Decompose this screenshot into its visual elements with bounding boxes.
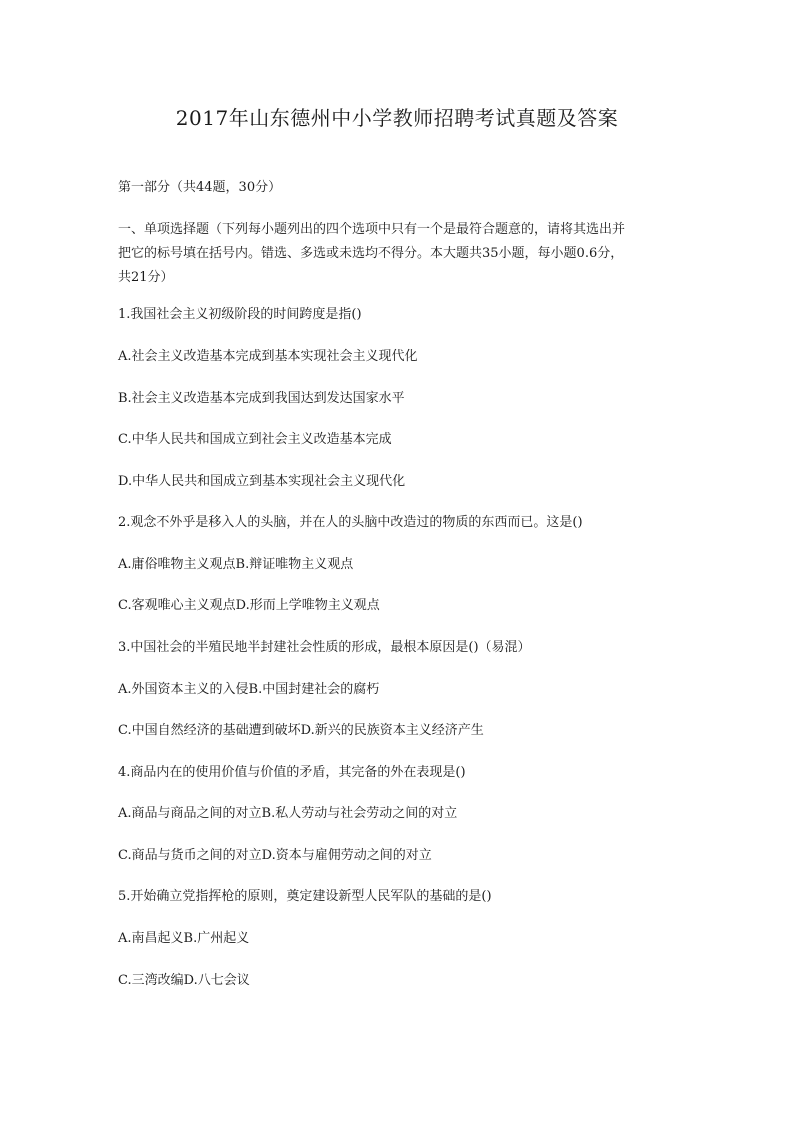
option-line: C.商品与货币之间的对立D.资本与雇佣劳动之间的对立 [118,848,432,863]
question-1: 1.我国社会主义初级阶段的时间跨度是指() [118,307,362,322]
option-line: C.三湾改编D.八七会议 [118,973,250,988]
question-2: 2.观念不外乎是移入人的头脑，并在人的头脑中改造过的物质的东西而已。这是() [118,515,583,530]
option-line: A.商品与商品之间的对立B.私人劳动与社会劳动之间的对立 [118,806,458,821]
option-line: A.南昌起义B.广州起义 [118,931,250,946]
option-line: C.中国自然经济的基础遭到破坏D.新兴的民族资本主义经济产生 [118,723,484,738]
question-4: 4.商品内在的使用价值与价值的矛盾，其完备的外在表现是() [118,765,466,780]
section-heading: 第一部分（共44题，30分） [118,180,282,195]
question-3: 3.中国社会的半殖民地半封建社会性质的形成，最根本原因是()（易混） [118,640,531,655]
option-line: A.外国资本主义的入侵B.中国封建社会的腐朽 [118,682,380,697]
option-line: A.社会主义改造基本完成到基本实现社会主义现代化 [118,349,418,364]
document-title: 2017年山东德州中小学教师招聘考试真题及答案 [175,106,619,130]
option-line: C.客观唯心主义观点D.形而上学唯物主义观点 [118,598,380,613]
question-5: 5.开始确立党指挥枪的原则，奠定建设新型人民军队的基础的是() [118,889,492,904]
instruction-line: 一、单项选择题（下列每小题列出的四个选项中只有一个是最符合题意的，请将其选出并 [118,222,626,237]
option-line: B.社会主义改造基本完成到我国达到发达国家水平 [118,391,405,406]
instruction-line: 共21分） [118,270,174,285]
instruction-line: 把它的标号填在括号内。错选、多选或未选均不得分。本大题共35小题，每小题0.6分， [118,246,624,261]
option-line: C.中华人民共和国成立到社会主义改造基本完成 [118,432,392,447]
option-line: A.庸俗唯物主义观点B.辩证唯物主义观点 [118,557,354,572]
option-line: D.中华人民共和国成立到基本实现社会主义现代化 [118,474,406,489]
